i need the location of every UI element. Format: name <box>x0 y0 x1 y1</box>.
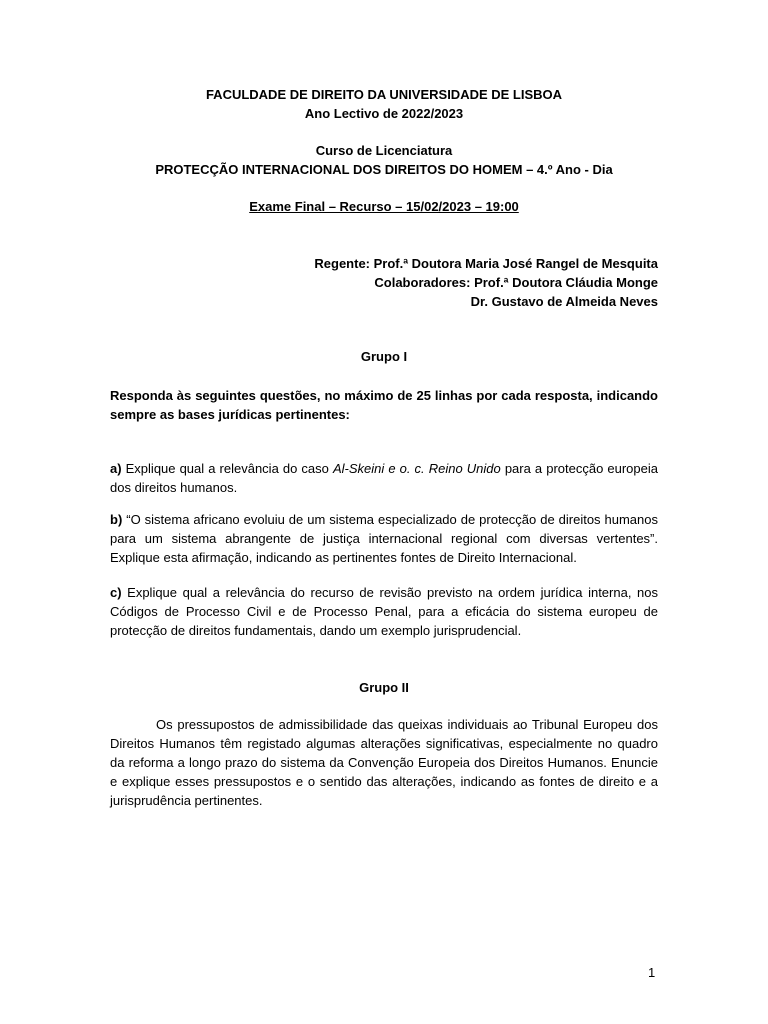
academic-year: Ano Lectivo de 2022/2023 <box>304 106 464 121</box>
group-2-title: Grupo II <box>359 680 409 695</box>
question-b-text: “O sistema africano evoluiu de um sistema especializado de protecção de direitos humanos para um sistema abrangente de justiça internacional regional com diversas vertentes”. Explique esta afirmação, indicando as pertinentes fontes de Direito Internacional. <box>110 512 658 565</box>
regent-line: Regente: Prof.ª Doutora Maria José Rangel de Mesquita <box>314 256 658 271</box>
page-number: 1 <box>648 965 656 980</box>
course-name: Curso de Licenciatura <box>315 143 453 158</box>
question-a-label: a) <box>110 461 122 476</box>
question-a-case-name: Al-Skeini e o. c. Reino Unido <box>332 461 501 476</box>
group-2-text: Os pressupostos de admissibilidade das queixas individuais ao Tribunal Europeu dos Direitos Humanos têm registado algumas alterações significativas, especialmente no quadro da reforma a longo prazo do sistema da Convenção Europeia dos Direitos Humanos. Enuncie e explique esses pressupostos e o sentido das alterações, indicando as fontes de direito e a jurisprudência pertinentes. <box>110 717 658 808</box>
group-1-instructions: Responda às seguintes questões, no máximo de 25 linhas por cada resposta, indicando sempre as bases jurídicas pertinentes: <box>110 388 658 422</box>
exam-heading <box>0 198 768 216</box>
question-c-label: c) <box>110 585 122 600</box>
question-b-label: b) <box>110 512 123 527</box>
question-a-text-after: para a protecção europeia dos direitos humanos. <box>110 461 658 495</box>
question-c-text: Explique qual a relevância do recurso de revisão previsto na ordem jurídica interna, nos Códigos de Processo Civil e de Processo Penal, para a eficácia do sistema europeu de protecção de direitos fundamentais, dando um exemplo jurisprudencial. <box>110 585 658 638</box>
subject-title: PROTECÇÃO INTERNACIONAL DOS DIREITOS DO HOMEM – 4.º Ano - Dia <box>155 162 613 177</box>
question-a <box>110 459 658 497</box>
faculty-title: FACULDADE DE DIREITO DA UNIVERSIDADE DE LISBOA <box>205 87 563 102</box>
exam-heading-text: Exame Final – Recurso – 15/02/2023 – 19:00 <box>249 199 519 214</box>
question-b <box>110 510 658 567</box>
group-1-title: Grupo I <box>360 349 408 364</box>
question-c <box>110 583 658 640</box>
collaborator-line-2: Dr. Gustavo de Almeida Neves <box>470 294 658 309</box>
question-a-text-before: Explique qual a relevância do caso <box>121 461 333 476</box>
collaborators-line: Colaboradores: Prof.ª Doutora Cláudia Monge <box>374 275 658 290</box>
